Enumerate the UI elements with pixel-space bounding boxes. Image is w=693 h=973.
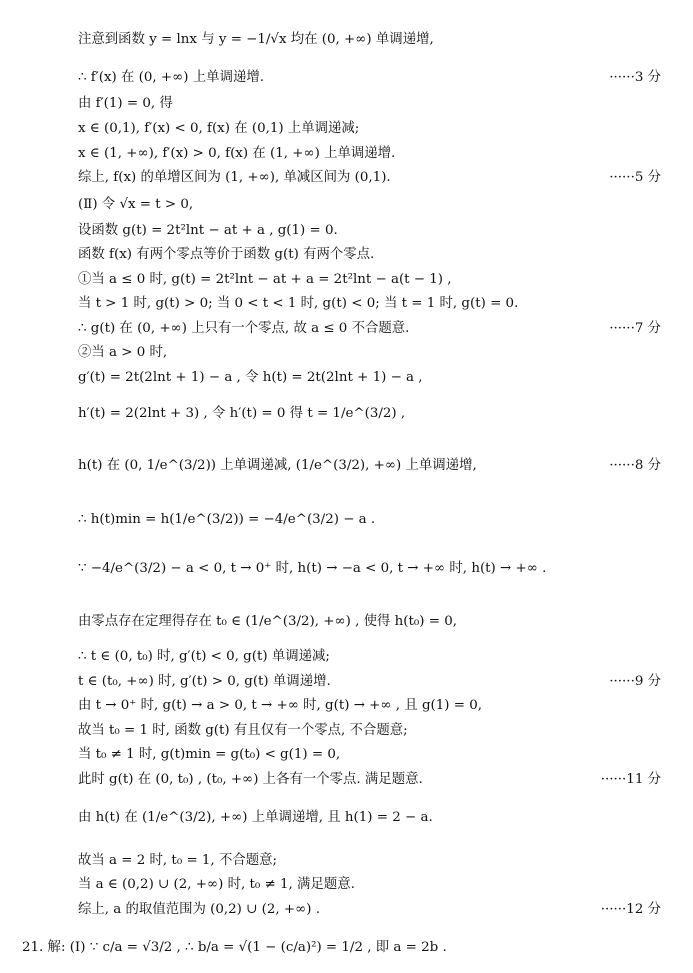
- line-29-text: 综上, a 的取值范围为 (0,2) ∪ (2, +∞) .: [78, 902, 320, 917]
- line-25-score: ······11 分: [600, 772, 661, 787]
- line-12-text: ∴ g(t) 在 (0, +∞) 上只有一个零点, 故 a ≤ 0 不合题意.: [78, 321, 410, 336]
- line-6-score: ······5 分: [609, 170, 661, 185]
- line-23-text: 故当 t₀ = 1 时, 函数 g(t) 有且仅有一个零点, 不合题意;: [78, 723, 408, 738]
- line-25: [0, 768, 693, 792]
- line-26: [0, 806, 693, 830]
- line-20: [0, 645, 693, 669]
- line-29-score: ······12 分: [600, 902, 661, 917]
- line-4: [0, 117, 693, 141]
- line-16-text: h(t) 在 (0, 1/e^(3/2)) 上单调递减, (1/e^(3/2), +∞) 上单调递增,: [78, 458, 477, 473]
- line-11-text: 当 t > 1 时, g(t) > 0; 当 0 < t < 1 时, g(t) < 0; 当 t = 1 时, g(t) = 0.: [78, 296, 519, 311]
- line-16: [0, 454, 693, 478]
- line-14-text: g′(t) = 2t(2lnt + 1) − a , 令 h(t) = 2t(2lnt + 1) − a ,: [78, 370, 423, 385]
- line-14: [0, 366, 693, 390]
- line-3-text: 由 f′(1) = 0, 得: [78, 96, 173, 111]
- line-6-text: 综上, f(x) 的单增区间为 (1, +∞), 单减区间为 (0,1).: [78, 170, 391, 185]
- line-17-text: ∴ h(t)min = h(1/e^(3/2)) = −4/e^(3/2) − a .: [78, 512, 376, 527]
- line-27: [0, 849, 693, 873]
- line-30: [0, 936, 693, 960]
- line-1-text: 注意到函数 y = lnx 与 y = −1/√x 均在 (0, +∞) 单调递增,: [78, 32, 434, 47]
- line-3: [0, 92, 693, 116]
- line-29: [0, 898, 693, 922]
- line-27-text: 故当 a = 2 时, t₀ = 1, 不合题意;: [78, 853, 278, 868]
- line-8-text: 设函数 g(t) = 2t²lnt − at + a , g(1) = 0.: [78, 223, 338, 238]
- line-21-score: ······9 分: [609, 674, 661, 689]
- line-25-text: 此时 g(t) 在 (0, t₀) , (t₀, +∞) 上各有一个零点. 满足题意.: [78, 772, 423, 787]
- line-7-text: (Ⅱ) 令 √x = t > 0,: [78, 197, 194, 212]
- line-22-text: 由 t → 0⁺ 时, g(t) → a > 0, t → +∞ 时, g(t) → +∞ , 且 g(1) = 0,: [78, 698, 483, 713]
- line-19: [0, 610, 693, 634]
- line-18: [0, 557, 693, 581]
- line-2-score: ······3 分: [609, 70, 661, 85]
- line-20-text: ∴ t ∈ (0, t₀) 时, g′(t) < 0, g(t) 单调递减;: [78, 649, 330, 664]
- line-2-text: ∴ f′(x) 在 (0, +∞) 上单调递增.: [78, 70, 264, 85]
- line-28-text: 当 a ∈ (0,2) ∪ (2, +∞) 时, t₀ ≠ 1, 满足题意.: [78, 877, 355, 892]
- line-24: [0, 743, 693, 767]
- line-12: [0, 317, 693, 341]
- line-10: [0, 268, 693, 292]
- line-9-text: 函数 f(x) 有两个零点等价于函数 g(t) 有两个零点.: [78, 247, 375, 262]
- line-5-text: x ∈ (1, +∞), f′(x) > 0, f(x) 在 (1, +∞) 上单调递增.: [78, 146, 396, 161]
- line-7: [0, 193, 693, 217]
- line-12-score: ······7 分: [609, 321, 661, 336]
- line-13: [0, 341, 693, 365]
- line-10-text: ①当 a ≤ 0 时, g(t) = 2t²lnt − at + a = 2t²lnt − a(t − 1) ,: [78, 272, 452, 287]
- line-6: [0, 166, 693, 190]
- line-9: [0, 243, 693, 267]
- line-11: [0, 292, 693, 316]
- line-22: [0, 694, 693, 718]
- line-15-text: h′(t) = 2(2lnt + 3) , 令 h′(t) = 0 得 t = 1/e^(3/2) ,: [78, 406, 406, 421]
- line-30-text: 21. 解: (Ⅰ) ∵ c/a = √3/2 , ∴ b/a = √(1 − (c/a)²) = 1/2 , 即 a = 2b .: [22, 940, 447, 955]
- line-15: [0, 402, 693, 426]
- line-21: [0, 670, 693, 694]
- line-8: [0, 219, 693, 243]
- line-21-text: t ∈ (t₀, +∞) 时, g′(t) > 0, g(t) 单调递增.: [78, 674, 331, 689]
- line-1: [0, 28, 693, 52]
- line-23: [0, 719, 693, 743]
- line-16-score: ······8 分: [609, 458, 661, 473]
- line-17: [0, 508, 693, 532]
- line-5: [0, 142, 693, 166]
- line-26-text: 由 h(t) 在 (1/e^(3/2), +∞) 上单调递增, 且 h(1) = 2 − a.: [78, 810, 433, 825]
- line-19-text: 由零点存在定理得存在 t₀ ∈ (1/e^(3/2), +∞) , 使得 h(t₀) = 0,: [78, 614, 457, 629]
- line-18-text: ∵ −4/e^(3/2) − a < 0, t → 0⁺ 时, h(t) → −a < 0, t → +∞ 时, h(t) → +∞ .: [78, 561, 547, 576]
- line-28: [0, 873, 693, 897]
- line-4-text: x ∈ (0,1), f′(x) < 0, f(x) 在 (0,1) 上单调递减;: [78, 121, 360, 136]
- line-2: [0, 66, 693, 90]
- line-24-text: 当 t₀ ≠ 1 时, g(t)min = g(t₀) < g(1) = 0,: [78, 747, 341, 762]
- line-13-text: ②当 a > 0 时,: [78, 345, 168, 360]
